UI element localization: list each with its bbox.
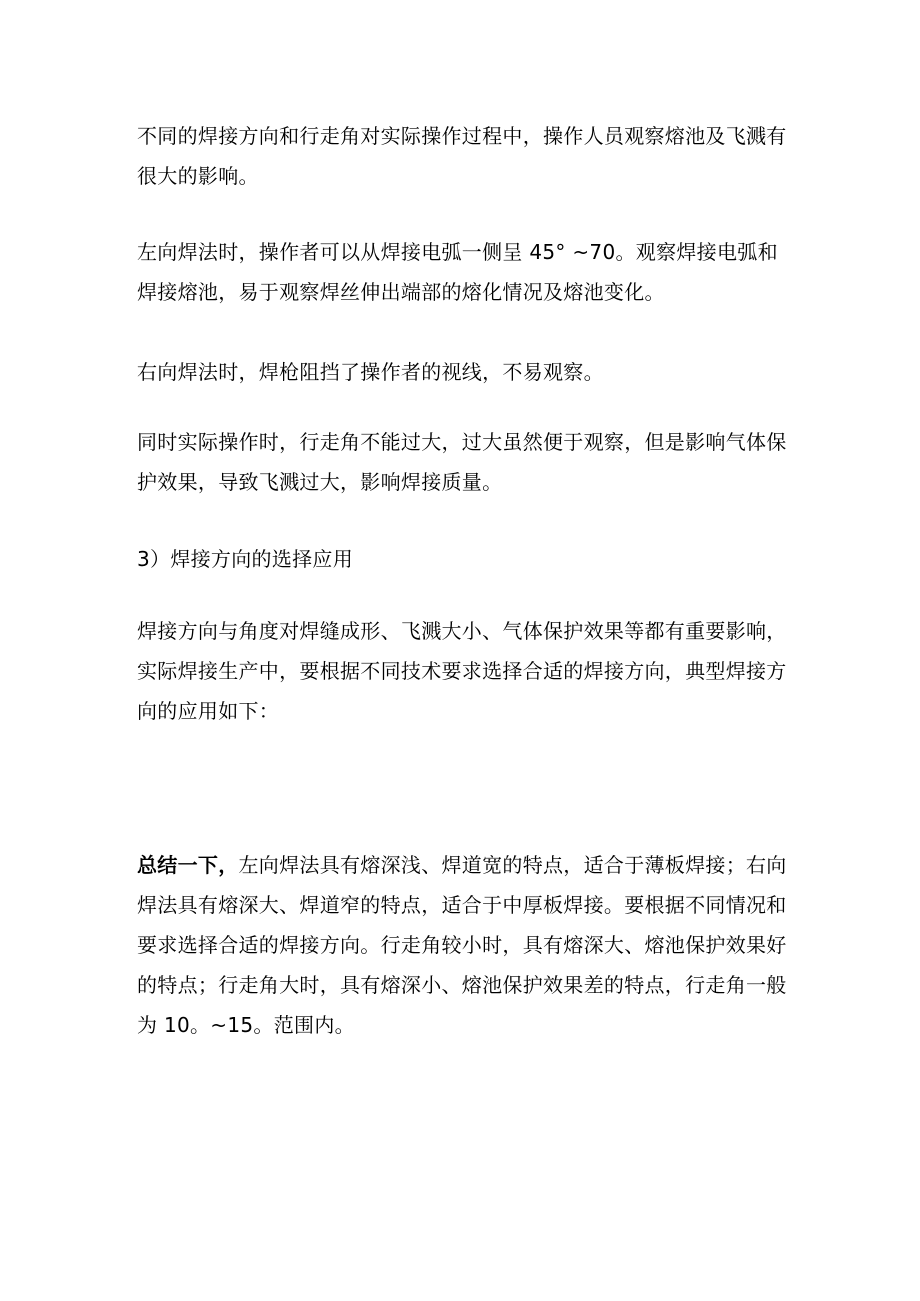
paragraph-travel-angle: 同时实际操作时，行走角不能过大，过大虽然便于观察，但是影响气体保护效果，导致飞溅过大，影响焊接质量。 (137, 430, 787, 494)
section-heading-direction-selection: 3）焊接方向的选择应用 (137, 547, 354, 571)
paragraph-observation: 不同的焊接方向和行走角对实际操作过程中，操作人员观察熔池及飞溅有很大的影响。 (137, 124, 787, 188)
summary-body: 左向焊法具有熔深浅、焊道宽的特点，适合于薄板焊接；右向焊法具有熔深大、焊道窄的特点，适合于中厚板焊接。要根据不同情况和要求选择合适的焊接方向。行走角较小时，具有熔深大、熔池保护效果好的特点；行走角大时，具有熔深小、熔池保护效果差的特点，行走角一般为 10。~15。范围内。 (137, 853, 787, 1037)
paragraph-left-welding: 左向焊法时，操作者可以从焊接电弧一侧呈 45° ~70。观察焊接电弧和焊接熔池，易于观察焊丝伸出端部的熔化情况及熔池变化。 (137, 240, 778, 304)
paragraph-summary (137, 845, 789, 1045)
paragraph-direction-application: 焊接方向与角度对焊缝成形、飞溅大小、气体保护效果等都有重要影响，实际焊接生产中，要根据不同技术要求选择合适的焊接方向，典型焊接方向的应用如下： (137, 619, 787, 723)
paragraph-right-welding: 右向焊法时，焊枪阻挡了操作者的视线，不易观察。 (137, 360, 604, 384)
summary-lead: 总结一下， (137, 853, 239, 877)
